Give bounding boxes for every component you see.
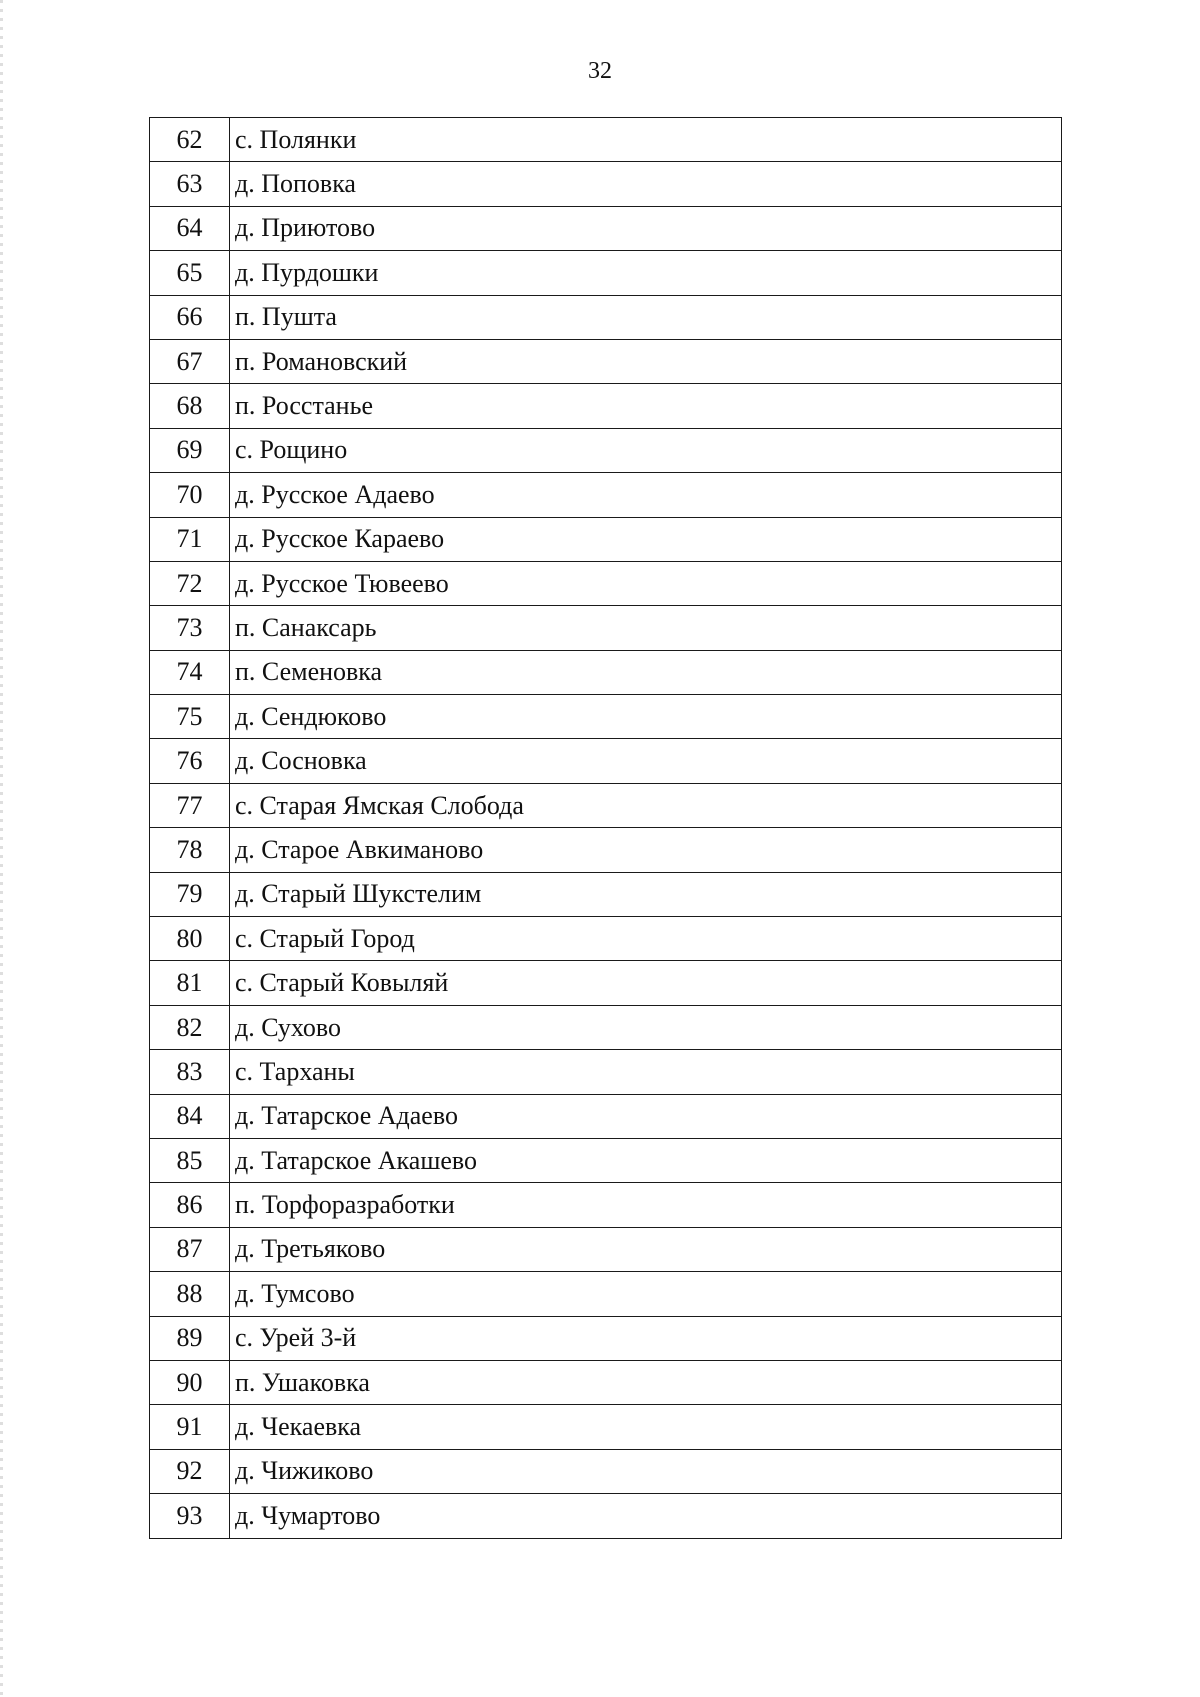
row-number-cell: 74 xyxy=(150,650,230,694)
table-row xyxy=(150,1050,1062,1094)
settlement-name-cell: п. Пушта xyxy=(230,295,1062,339)
settlement-name-cell: д. Чекаевка xyxy=(230,1405,1062,1449)
row-number-cell: 88 xyxy=(150,1272,230,1316)
row-number-cell: 85 xyxy=(150,1138,230,1182)
table-row xyxy=(150,1449,1062,1493)
row-number-cell: 73 xyxy=(150,606,230,650)
table-row xyxy=(150,251,1062,295)
row-number-cell: 91 xyxy=(150,1405,230,1449)
settlement-name-cell: д. Сухово xyxy=(230,1005,1062,1049)
settlement-name-cell: п. Ушаковка xyxy=(230,1360,1062,1404)
row-number-cell: 79 xyxy=(150,872,230,916)
row-number-cell: 63 xyxy=(150,162,230,206)
table-row xyxy=(150,295,1062,339)
settlements-table-container xyxy=(149,117,1062,1539)
settlement-name-cell: с. Урей 3-й xyxy=(230,1316,1062,1360)
table-row xyxy=(150,1094,1062,1138)
settlement-name-cell: п. Романовский xyxy=(230,339,1062,383)
row-number-cell: 65 xyxy=(150,251,230,295)
table-row xyxy=(150,1227,1062,1271)
page-number: 32 xyxy=(588,58,612,84)
row-number-cell: 72 xyxy=(150,561,230,605)
table-row xyxy=(150,517,1062,561)
row-number-cell: 68 xyxy=(150,384,230,428)
table-row xyxy=(150,828,1062,872)
settlement-name-cell: д. Старое Авкиманово xyxy=(230,828,1062,872)
settlement-name-cell: д. Чумартово xyxy=(230,1494,1062,1538)
row-number-cell: 62 xyxy=(150,118,230,162)
table-row xyxy=(150,1360,1062,1404)
settlement-name-cell: д. Русское Адаево xyxy=(230,473,1062,517)
settlement-name-cell: с. Старая Ямская Слобода xyxy=(230,783,1062,827)
table-row xyxy=(150,1138,1062,1182)
table-row xyxy=(150,1183,1062,1227)
row-number-cell: 82 xyxy=(150,1005,230,1049)
table-row xyxy=(150,473,1062,517)
settlement-name-cell: д. Русское Тювеево xyxy=(230,561,1062,605)
row-number-cell: 76 xyxy=(150,739,230,783)
table-row xyxy=(150,783,1062,827)
settlement-name-cell: д. Тумсово xyxy=(230,1272,1062,1316)
row-number-cell: 78 xyxy=(150,828,230,872)
row-number-cell: 64 xyxy=(150,206,230,250)
row-number-cell: 81 xyxy=(150,961,230,1005)
row-number-cell: 92 xyxy=(150,1449,230,1493)
settlement-name-cell: д. Пурдошки xyxy=(230,251,1062,295)
table-row xyxy=(150,384,1062,428)
table-row xyxy=(150,1316,1062,1360)
table-row xyxy=(150,872,1062,916)
row-number-cell: 80 xyxy=(150,917,230,961)
row-number-cell: 83 xyxy=(150,1050,230,1094)
table-row xyxy=(150,650,1062,694)
row-number-cell: 77 xyxy=(150,783,230,827)
settlement-name-cell: п. Торфоразработки xyxy=(230,1183,1062,1227)
settlement-name-cell: с. Тарханы xyxy=(230,1050,1062,1094)
settlement-name-cell: п. Росстанье xyxy=(230,384,1062,428)
row-number-cell: 71 xyxy=(150,517,230,561)
row-number-cell: 75 xyxy=(150,695,230,739)
settlement-name-cell: д. Старый Шукстелим xyxy=(230,872,1062,916)
settlement-name-cell: с. Старый Город xyxy=(230,917,1062,961)
table-row xyxy=(150,1272,1062,1316)
settlement-name-cell: д. Сендюково xyxy=(230,695,1062,739)
row-number-cell: 69 xyxy=(150,428,230,472)
table-row xyxy=(150,428,1062,472)
table-row xyxy=(150,917,1062,961)
settlement-name-cell: с. Рощино xyxy=(230,428,1062,472)
row-number-cell: 84 xyxy=(150,1094,230,1138)
settlement-name-cell: п. Семеновка xyxy=(230,650,1062,694)
table-row xyxy=(150,1494,1062,1538)
settlement-name-cell: д. Татарское Акашево xyxy=(230,1138,1062,1182)
settlement-name-cell: п. Санаксарь xyxy=(230,606,1062,650)
table-row xyxy=(150,606,1062,650)
settlements-table xyxy=(149,117,1062,1539)
table-row xyxy=(150,1405,1062,1449)
settlement-name-cell: д. Сосновка xyxy=(230,739,1062,783)
settlement-name-cell: д. Поповка xyxy=(230,162,1062,206)
table-row xyxy=(150,206,1062,250)
table-row xyxy=(150,118,1062,162)
row-number-cell: 67 xyxy=(150,339,230,383)
table-row xyxy=(150,561,1062,605)
settlement-name-cell: д. Татарское Адаево xyxy=(230,1094,1062,1138)
row-number-cell: 66 xyxy=(150,295,230,339)
row-number-cell: 87 xyxy=(150,1227,230,1271)
settlement-name-cell: д. Чижиково xyxy=(230,1449,1062,1493)
table-row xyxy=(150,695,1062,739)
settlement-name-cell: с. Старый Ковыляй xyxy=(230,961,1062,1005)
table-row xyxy=(150,739,1062,783)
settlement-name-cell: д. Русское Караево xyxy=(230,517,1062,561)
settlements-table-body xyxy=(150,118,1062,1539)
table-row xyxy=(150,162,1062,206)
row-number-cell: 90 xyxy=(150,1360,230,1404)
row-number-cell: 70 xyxy=(150,473,230,517)
table-row xyxy=(150,961,1062,1005)
table-row xyxy=(150,1005,1062,1049)
scan-edge xyxy=(0,0,3,1697)
settlement-name-cell: с. Полянки xyxy=(230,118,1062,162)
settlement-name-cell: д. Приютово xyxy=(230,206,1062,250)
row-number-cell: 89 xyxy=(150,1316,230,1360)
row-number-cell: 86 xyxy=(150,1183,230,1227)
row-number-cell: 93 xyxy=(150,1494,230,1538)
table-row xyxy=(150,339,1062,383)
settlement-name-cell: д. Третьяково xyxy=(230,1227,1062,1271)
